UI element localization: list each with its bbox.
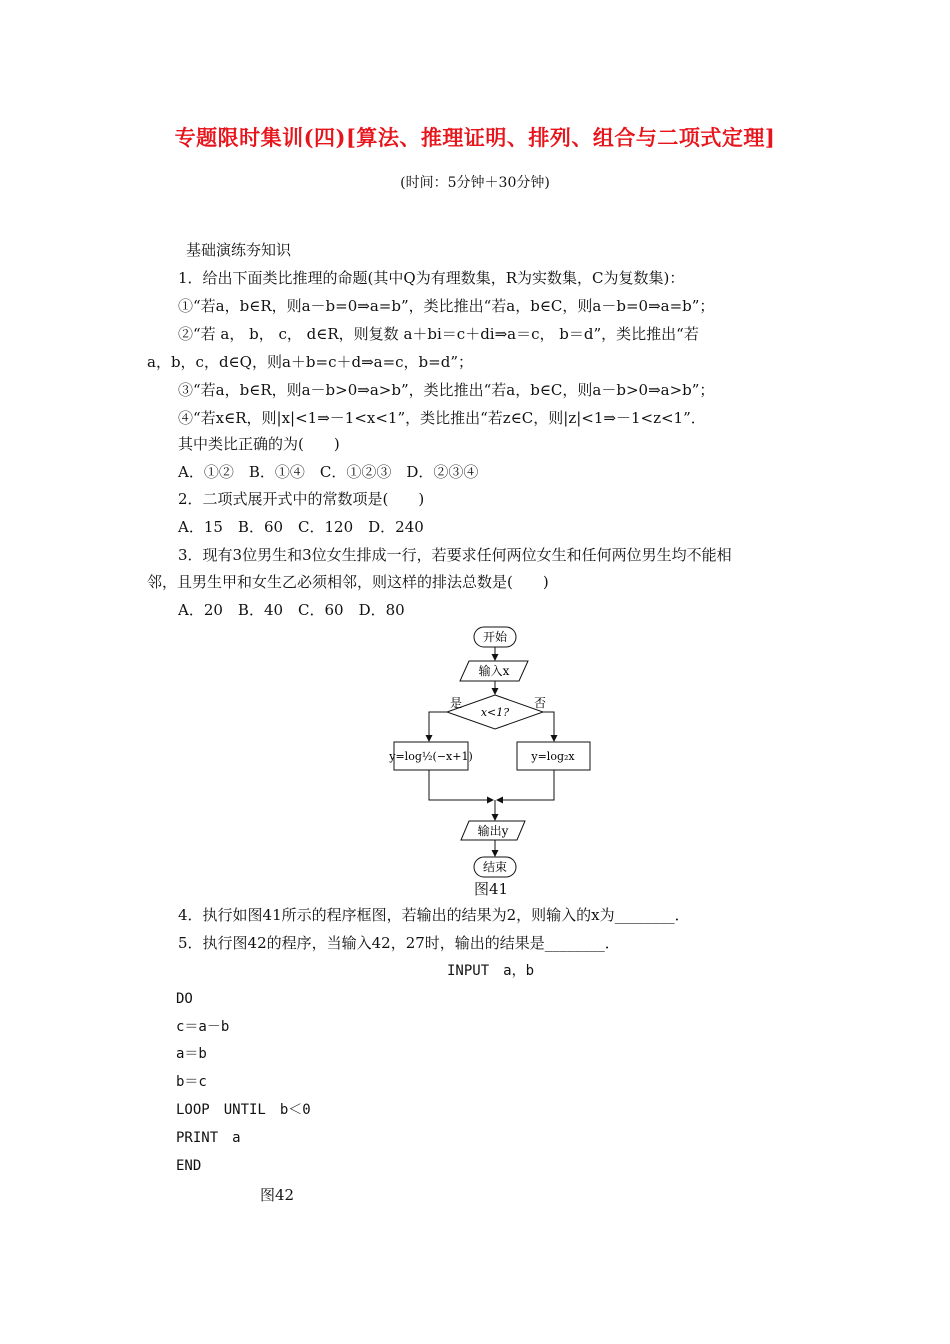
q1-question: 其中类比正确的为( ) (178, 435, 340, 453)
q1-proposition-1: ①“若a，b∈R，则a－b=0⇒a=b”，类比推出“若a，b∈C，则a－b=0⇒a=b”； (178, 297, 715, 315)
q5-text: 5．执行图42的程序，当输入42，27时，输出的结果是________． (178, 934, 620, 952)
program-line: DO (176, 991, 193, 1007)
flowchart-no-label: 否 (533, 696, 547, 710)
q2-stem: 2．二项式展开式中的常数项是( ) (178, 490, 425, 508)
program-line: a＝b (176, 1046, 207, 1062)
q1-stem: 1．给出下面类比推理的命题(其中Q为有理数集，R为实数集，C为复数集)： (178, 269, 685, 287)
flowchart-output-label: 输出y (477, 824, 509, 838)
flowchart-condition-label: x<1? (480, 706, 510, 719)
flowchart-yes-label: 是 (449, 696, 463, 710)
section-label: 基础演练夯知识 (186, 241, 292, 259)
time-note: (时间：5分钟＋30分钟) (400, 175, 550, 191)
q3-stem: 3．现有3位男生和3位女生排成一行，若要求任何两位女生和任何两位男生均不能相 (178, 546, 732, 564)
program-line: c＝a－b (176, 1019, 230, 1035)
program-line: b＝c (176, 1074, 207, 1090)
q4-text: 4．执行如图41所示的程序框图，若输出的结果为2，则输入的x为________． (178, 906, 690, 924)
q3-options: A．20 B．40 C．60 D．80 (178, 601, 405, 619)
q1-proposition-2-cont: a，b，c，d∈Q，则a＋b=c＋d⇒a=c，b=d”； (147, 353, 473, 371)
flowchart-input-label: 输入x (478, 664, 510, 678)
program-line: END (176, 1158, 202, 1174)
q1-proposition-2: ②“若 a， b， c， d∈R，则复数 a＋bi＝c＋di⇒a＝c， b＝d”，类比推出“若 (178, 325, 699, 343)
program-line: LOOP UNTIL b＜0 (176, 1102, 311, 1118)
q1-options: A．①② B．①④ C．①②③ D．②③④ (178, 463, 479, 481)
q3-stem-cont: 邻，且男生甲和女生乙必须相邻，则这样的排法总数是( ) (147, 573, 549, 591)
program-input-line: INPUT a，b (447, 963, 535, 979)
flowchart-figure-41 (380, 620, 600, 882)
flowchart-left-formula: y=log½(−x+1) (389, 750, 473, 763)
q1-proposition-4: ④“若x∈R，则|x|<1⇒－1<x<1”，类比推出“若z∈C，则|z|<1⇒－1<z<1”． (178, 409, 706, 427)
figure-41-caption: 图41 (474, 880, 509, 898)
flowchart-end-label: 结束 (482, 860, 508, 874)
q2-options: A．15 B．60 C．120 D．240 (178, 518, 424, 536)
flowchart-right-formula: y=log₂x (531, 750, 575, 763)
flowchart-start-label: 开始 (482, 630, 508, 644)
page-title: 专题限时集训(四)[算法、推理证明、排列、组合与二项式定理] (174, 125, 776, 150)
program-line: PRINT a (176, 1130, 241, 1146)
q1-proposition-3: ③“若a，b∈R，则a－b>0⇒a>b”，类比推出“若a，b∈C，则a－b>0⇒a>b”； (178, 381, 715, 399)
figure-42-caption: 图42 (260, 1186, 295, 1204)
